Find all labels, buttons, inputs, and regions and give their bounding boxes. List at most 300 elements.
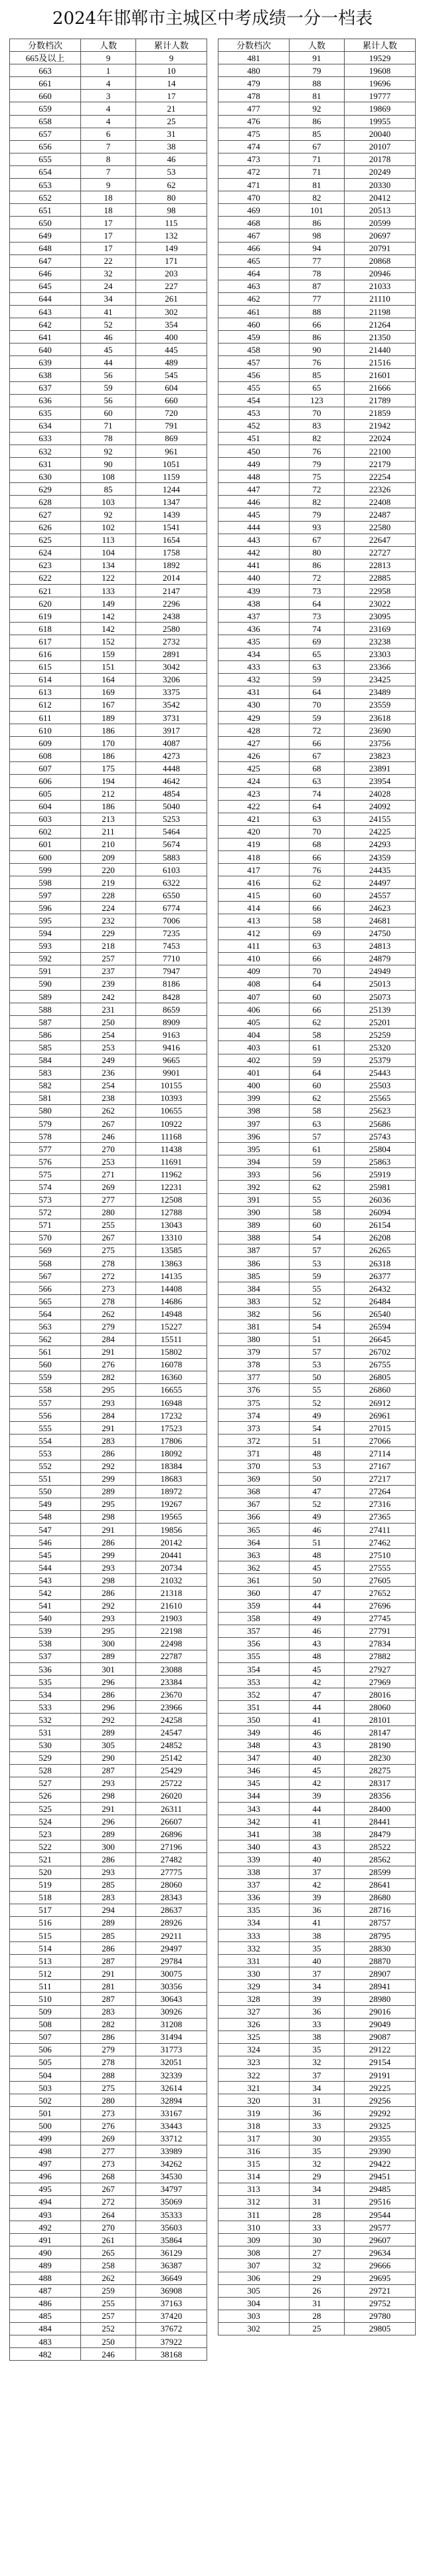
cell-cumulative: 20734: [136, 1561, 207, 1574]
cell-score: 445: [218, 508, 290, 521]
cell-count: 123: [289, 394, 344, 407]
cell-count: 255: [80, 1219, 135, 1231]
cell-count: 47: [289, 1688, 344, 1701]
cell-cumulative: 1051: [136, 458, 207, 470]
cell-score: 616: [10, 648, 81, 660]
table-row: [10, 660, 207, 673]
table-row: [218, 1726, 416, 1739]
cell-score: 438: [218, 597, 290, 610]
table-row: [218, 1181, 416, 1193]
cell-cumulative: 5253: [136, 813, 207, 825]
cell-score: 595: [10, 914, 81, 927]
cell-count: 289: [80, 1828, 135, 1840]
cell-score: 591: [10, 965, 81, 977]
table-row: [218, 686, 416, 698]
table-row: [10, 2107, 207, 2120]
cell-score: 529: [10, 1751, 81, 1764]
cell-score: 315: [218, 2157, 290, 2170]
table-row: [218, 1751, 416, 1764]
cell-score: 409: [218, 965, 290, 977]
table-row: [218, 1866, 416, 1878]
cell-score: 532: [10, 1714, 81, 1726]
cell-cumulative: 29577: [345, 2221, 416, 2234]
table-row: [218, 1739, 416, 1751]
cell-count: 269: [80, 1181, 135, 1193]
cell-count: 276: [80, 1358, 135, 1371]
cell-score: 398: [218, 1104, 290, 1117]
cell-count: 122: [80, 571, 135, 584]
cell-score: 631: [10, 458, 81, 470]
cell-count: 59: [289, 1270, 344, 1282]
cell-score: 561: [10, 1345, 81, 1358]
cell-count: 296: [80, 1701, 135, 1714]
cell-cumulative: 23366: [345, 660, 416, 673]
cell-score: 643: [10, 305, 81, 318]
cell-cumulative: 869: [136, 432, 207, 445]
table-row: [10, 889, 207, 902]
table-row: [218, 2107, 416, 2120]
cell-count: 289: [80, 1726, 135, 1739]
cell-count: 246: [80, 2348, 135, 2361]
table-row: [10, 1460, 207, 1472]
table-row: [10, 1587, 207, 1599]
cell-cumulative: 26896: [136, 1828, 207, 1840]
cell-cumulative: 5464: [136, 825, 207, 838]
cell-cumulative: 23823: [345, 749, 416, 762]
table-row: [10, 204, 207, 217]
table-row: [10, 2209, 207, 2221]
cell-score: 302: [218, 2322, 290, 2335]
table-row: [218, 660, 416, 673]
cell-count: 142: [80, 610, 135, 623]
table-row: [10, 1244, 207, 1256]
cell-cumulative: 22326: [345, 483, 416, 496]
cell-count: 32: [289, 2056, 344, 2068]
table-row: [10, 1866, 207, 1878]
cell-score: 479: [218, 77, 290, 90]
cell-count: 62: [289, 1092, 344, 1104]
table-row: [10, 1168, 207, 1181]
cell-cumulative: 36129: [136, 2246, 207, 2259]
cell-cumulative: 2014: [136, 571, 207, 584]
table-row: [10, 1523, 207, 1536]
cell-cumulative: 11962: [136, 1168, 207, 1181]
table-row: [218, 1308, 416, 1320]
cell-cumulative: 1244: [136, 483, 207, 496]
cell-count: 293: [80, 1612, 135, 1625]
cell-count: 92: [80, 508, 135, 521]
cell-cumulative: 29422: [345, 2157, 416, 2170]
cell-score: 394: [218, 1155, 290, 1168]
cell-cumulative: 20249: [345, 165, 416, 178]
cell-score: 348: [218, 1739, 290, 1751]
table-row: [218, 331, 416, 344]
cell-cumulative: 28562: [345, 1853, 416, 1866]
cell-count: 293: [80, 1777, 135, 1789]
cell-count: 298: [80, 1574, 135, 1587]
cell-score: 572: [10, 1206, 81, 1219]
cell-cumulative: 33712: [136, 2132, 207, 2145]
table-row: [10, 1295, 207, 1308]
cell-score: 481: [218, 52, 290, 64]
cell-cumulative: 20142: [136, 1536, 207, 1549]
cell-cumulative: 29122: [345, 2043, 416, 2056]
cell-cumulative: 30075: [136, 1967, 207, 1980]
cell-score: 488: [10, 2272, 81, 2284]
cell-count: 7: [80, 140, 135, 153]
table-row: [218, 179, 416, 191]
cell-score: 331: [218, 1955, 290, 1967]
table-row: [218, 1929, 416, 1941]
cell-score: 602: [10, 825, 81, 838]
table-row: [218, 229, 416, 242]
cell-cumulative: 28230: [345, 1751, 416, 1764]
table-row: [10, 902, 207, 914]
table-row: [218, 369, 416, 381]
cell-score: 615: [10, 660, 81, 673]
cell-count: 8: [80, 153, 135, 165]
cell-count: 55: [289, 1383, 344, 1396]
cell-count: 55: [289, 1193, 344, 1206]
cell-score: 361: [218, 1574, 290, 1587]
table-row: [10, 2246, 207, 2259]
cell-score: 599: [10, 864, 81, 876]
cell-cumulative: 5040: [136, 800, 207, 813]
cell-count: 92: [289, 102, 344, 115]
cell-score: 462: [218, 292, 290, 305]
cell-count: 44: [289, 1701, 344, 1714]
cell-count: 57: [289, 1130, 344, 1143]
cell-count: 290: [80, 1751, 135, 1764]
cell-score: 347: [218, 1751, 290, 1764]
cell-cumulative: 27264: [345, 1485, 416, 1498]
cell-count: 292: [80, 1599, 135, 1612]
cell-score: 504: [10, 2069, 81, 2082]
cell-score: 465: [218, 254, 290, 267]
cell-cumulative: 6550: [136, 889, 207, 902]
cell-score: 378: [218, 1358, 290, 1371]
cell-count: 291: [80, 1967, 135, 1980]
cell-cumulative: 35603: [136, 2221, 207, 2234]
cell-count: 66: [289, 737, 344, 749]
cell-cumulative: 28522: [345, 1840, 416, 1853]
cell-cumulative: 25201: [345, 1016, 416, 1029]
table-row: [10, 1320, 207, 1333]
table-row: [10, 1079, 207, 1092]
cell-score: 548: [10, 1510, 81, 1523]
cell-count: 33: [289, 2221, 344, 2234]
table-row: [218, 1561, 416, 1574]
cell-count: 60: [289, 889, 344, 902]
table-row: [10, 1041, 207, 1054]
table-row: [218, 1688, 416, 1701]
table-row: [10, 2234, 207, 2246]
table-row: [10, 2221, 207, 2234]
table-row: [10, 1549, 207, 1561]
table-row: [10, 331, 207, 344]
cell-score: 600: [10, 851, 81, 864]
cell-score: 634: [10, 419, 81, 432]
cell-cumulative: 30356: [136, 1980, 207, 1993]
cell-cumulative: 26912: [345, 1397, 416, 1409]
cell-cumulative: 25379: [345, 1054, 416, 1066]
cell-score: 390: [218, 1206, 290, 1219]
cell-score: 469: [218, 204, 290, 217]
cell-cumulative: 27066: [345, 1435, 416, 1447]
cell-cumulative: 28441: [345, 1815, 416, 1828]
cell-score: 583: [10, 1066, 81, 1079]
cell-score: 321: [218, 2082, 290, 2094]
cell-cumulative: 29544: [345, 2209, 416, 2221]
cell-score: 510: [10, 1993, 81, 2005]
cell-count: 64: [289, 977, 344, 990]
table-row: [218, 927, 416, 940]
cell-cumulative: 12508: [136, 1193, 207, 1206]
table-row: [10, 1397, 207, 1409]
table-row: [218, 1625, 416, 1637]
cell-cumulative: 27316: [345, 1498, 416, 1510]
cell-cumulative: 21859: [345, 407, 416, 419]
cell-score: 584: [10, 1054, 81, 1066]
table-row: [10, 470, 207, 483]
table-row: [218, 1510, 416, 1523]
score-table-right: [218, 39, 416, 2335]
cell-cumulative: 29256: [345, 2094, 416, 2107]
cell-cumulative: 4087: [136, 737, 207, 749]
cell-score: 424: [218, 775, 290, 787]
cell-cumulative: 33443: [136, 2120, 207, 2132]
table-row: [218, 1320, 416, 1333]
table-row: [218, 115, 416, 128]
cell-cumulative: 26594: [345, 1320, 416, 1333]
cell-cumulative: 26377: [345, 1270, 416, 1282]
cell-score: 661: [10, 77, 81, 90]
table-row: [10, 1104, 207, 1117]
table-row: [10, 1625, 207, 1637]
table-row: [10, 445, 207, 458]
cell-count: 53: [289, 1257, 344, 1270]
cell-cumulative: 21318: [136, 1587, 207, 1599]
cell-score: 458: [218, 344, 290, 356]
cell-count: 44: [80, 356, 135, 369]
table-row: [218, 305, 416, 318]
cell-count: 292: [80, 1460, 135, 1472]
table-row: [10, 737, 207, 749]
table-row: [218, 1916, 416, 1929]
table-row: [10, 1143, 207, 1155]
cell-score: 453: [218, 407, 290, 419]
cell-score: 607: [10, 762, 81, 775]
cell-score: 542: [10, 1587, 81, 1599]
cell-cumulative: 10655: [136, 1104, 207, 1117]
cell-cumulative: 29154: [345, 2056, 416, 2068]
cell-cumulative: 13043: [136, 1219, 207, 1231]
cell-count: 40: [289, 1955, 344, 1967]
cell-score: 466: [218, 242, 290, 254]
cell-score: 505: [10, 2056, 81, 2068]
table-row: [218, 1079, 416, 1092]
table-row: [218, 825, 416, 838]
cell-cumulative: 38168: [136, 2348, 207, 2361]
cell-cumulative: 9: [136, 52, 207, 64]
cell-count: 269: [80, 2132, 135, 2145]
cell-count: 81: [289, 179, 344, 191]
cell-cumulative: 4273: [136, 749, 207, 762]
cell-score: 627: [10, 508, 81, 521]
cell-cumulative: 20040: [345, 128, 416, 140]
cell-count: 54: [289, 1422, 344, 1435]
cell-score: 335: [218, 1904, 290, 1916]
table-row: [218, 1904, 416, 1916]
cell-cumulative: 20513: [345, 204, 416, 217]
cell-count: 48: [289, 1549, 344, 1561]
cell-cumulative: 1541: [136, 521, 207, 534]
cell-score: 389: [218, 1219, 290, 1231]
cell-score: 329: [218, 1980, 290, 1993]
cell-count: 285: [80, 1929, 135, 1941]
cell-cumulative: 961: [136, 445, 207, 458]
table-row: [10, 1676, 207, 1688]
cell-count: 237: [80, 965, 135, 977]
table-row: [218, 1574, 416, 1587]
table-row: [10, 102, 207, 115]
cell-count: 212: [80, 787, 135, 800]
cell-cumulative: 36649: [136, 2272, 207, 2284]
cell-score: 527: [10, 1777, 81, 1789]
cell-cumulative: 18092: [136, 1447, 207, 1460]
cell-cumulative: 29607: [345, 2234, 416, 2246]
cell-count: 35: [289, 2145, 344, 2157]
table-row: [218, 1003, 416, 1016]
cell-cumulative: 24155: [345, 813, 416, 825]
cell-score: 337: [218, 1878, 290, 1891]
cell-score: 606: [10, 775, 81, 787]
cell-score: 435: [218, 635, 290, 648]
cell-count: 287: [80, 1955, 135, 1967]
cell-cumulative: 7947: [136, 965, 207, 977]
cell-score: 374: [218, 1409, 290, 1422]
cell-count: 242: [80, 991, 135, 1003]
cell-count: 56: [80, 369, 135, 381]
cell-score: 418: [218, 851, 290, 864]
cell-cumulative: 27167: [345, 1460, 416, 1472]
cell-count: 58: [289, 1029, 344, 1041]
cell-cumulative: 302: [136, 305, 207, 318]
cell-count: 37: [289, 1866, 344, 1878]
table-row: [10, 2094, 207, 2107]
cell-cumulative: 4642: [136, 775, 207, 787]
table-row: [218, 2234, 416, 2246]
table-row: [10, 1155, 207, 1168]
cell-score: 340: [218, 1840, 290, 1853]
table-row: [218, 1714, 416, 1726]
table-row: [218, 914, 416, 927]
cell-cumulative: 28060: [345, 1701, 416, 1714]
cell-cumulative: 604: [136, 381, 207, 394]
cell-score: 632: [10, 445, 81, 458]
cell-count: 3: [80, 90, 135, 102]
cell-score: 534: [10, 1688, 81, 1701]
table-row: [218, 1206, 416, 1219]
table-row: [218, 1472, 416, 1485]
table-row: [218, 2031, 416, 2043]
cell-score: 471: [218, 179, 290, 191]
cell-count: 33: [289, 2120, 344, 2132]
cell-count: 278: [80, 1295, 135, 1308]
cell-score: 500: [10, 2120, 81, 2132]
cell-cumulative: 33167: [136, 2107, 207, 2120]
cell-count: 60: [80, 407, 135, 419]
table-row: [10, 394, 207, 407]
cell-score: 608: [10, 749, 81, 762]
cell-score: 520: [10, 1866, 81, 1878]
cell-count: 48: [289, 1650, 344, 1662]
cell-cumulative: 1159: [136, 470, 207, 483]
cell-cumulative: 8659: [136, 1003, 207, 1016]
cell-score: 637: [10, 381, 81, 394]
cell-score: 562: [10, 1333, 81, 1345]
table-row: [218, 242, 416, 254]
table-row: [10, 508, 207, 521]
table-row: [218, 800, 416, 813]
cell-cumulative: 14135: [136, 1270, 207, 1282]
cell-score: 304: [218, 2297, 290, 2310]
cell-cumulative: 23559: [345, 698, 416, 711]
cell-cumulative: 3542: [136, 698, 207, 711]
cell-count: 81: [289, 90, 344, 102]
cell-cumulative: 27696: [345, 1599, 416, 1612]
cell-score: 486: [10, 2297, 81, 2310]
cell-count: 52: [289, 1498, 344, 1510]
cell-score: 352: [218, 1688, 290, 1701]
cell-score: 650: [10, 217, 81, 229]
cell-score: 383: [218, 1295, 290, 1308]
table-row: [218, 673, 416, 686]
table-row: [10, 1498, 207, 1510]
cell-cumulative: 21903: [136, 1612, 207, 1625]
cell-count: 94: [289, 242, 344, 254]
cell-count: 62: [289, 876, 344, 889]
cell-count: 76: [289, 445, 344, 458]
table-row: [218, 1676, 416, 1688]
cell-score: 472: [218, 165, 290, 178]
table-row: [10, 571, 207, 584]
cell-score: 419: [218, 838, 290, 850]
cell-cumulative: 19696: [345, 77, 416, 90]
cell-count: 298: [80, 1510, 135, 1523]
cell-cumulative: 28016: [345, 1688, 416, 1701]
cell-score: 356: [218, 1637, 290, 1650]
cell-score: 360: [218, 1587, 290, 1599]
cell-score: 585: [10, 1041, 81, 1054]
cell-score: 463: [218, 280, 290, 292]
cell-score: 468: [218, 217, 290, 229]
cell-score: 410: [218, 952, 290, 965]
cell-score: 610: [10, 724, 81, 737]
cell-cumulative: 3042: [136, 660, 207, 673]
cell-cumulative: 26805: [345, 1371, 416, 1383]
table-row: [218, 1942, 416, 1955]
cell-score: 541: [10, 1599, 81, 1612]
cell-cumulative: 354: [136, 318, 207, 331]
cell-count: 77: [289, 292, 344, 305]
cell-count: 7: [80, 165, 135, 178]
cell-score: 423: [218, 787, 290, 800]
cell-score: 657: [10, 128, 81, 140]
cell-count: 43: [289, 1637, 344, 1650]
cell-cumulative: 15227: [136, 1320, 207, 1333]
table-row: [10, 864, 207, 876]
